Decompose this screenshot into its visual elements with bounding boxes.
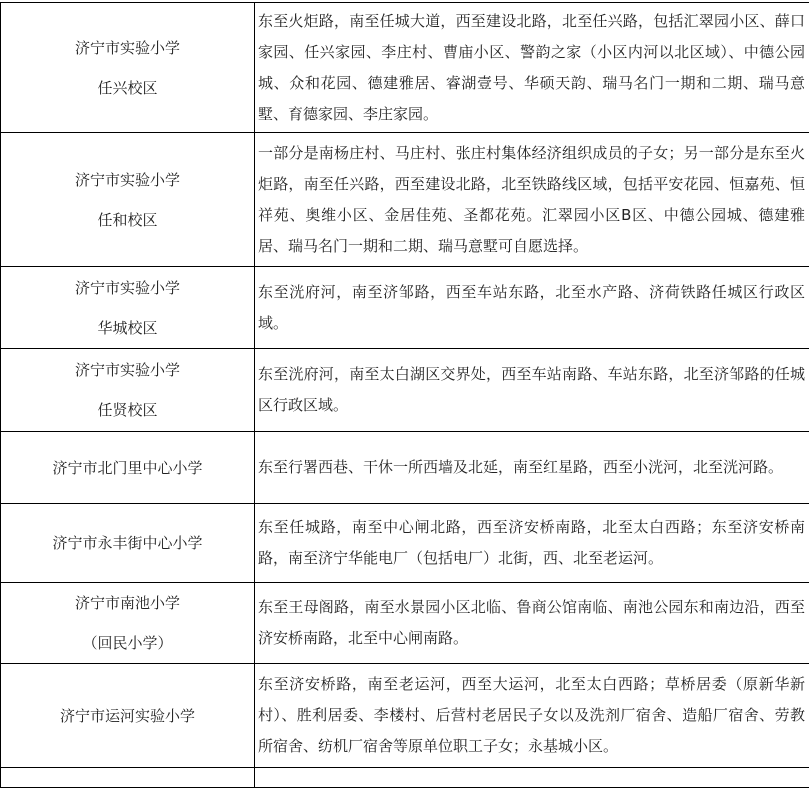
campus-name: 任贤校区 (5, 390, 250, 430)
table-row (1, 349, 809, 432)
enrollment-area-cell: 一部分是南杨庄村、马庄村、张庄村集体经济组织成员的子女；另一部分是东至火炬路，南至任兴路，西至建设北路，北至铁路线区域，包括平安花园、恒嘉苑、恒祥苑、奥维小区、金居佳苑、圣都花苑。汇翠园小区B区、中德公园城、德建雅居、瑞马名门一期和二期、瑞马意墅可自愿选择。 (255, 133, 809, 267)
table-row (1, 432, 809, 504)
table-row-partial (1, 768, 809, 788)
table-row (1, 583, 809, 664)
enrollment-area-cell: 东至洸府河，南至济邹路，西至车站东路，北至水产路、济荷铁路任城区行政区域。 (255, 267, 809, 349)
enrollment-area-cell: 东至火炬路，南至任城大道，西至建设北路，北至任兴路，包括汇翠园小区、薛口家园、任兴家园、李庄村、曹庙小区、警韵之家（小区内河以北区域）、中德公园城、众和花园、德建雅居、睿湖壹号、华硕天韵、瑞马名门一期和二期、瑞马意墅、育德家园、李庄家园。 (255, 3, 809, 133)
school-name-cell (1, 583, 255, 664)
enrollment-area-cell: 东至洸府河，南至太白湖区交界处，西至车站南路、车站东路，北至济邹路的任城区行政区域。 (255, 349, 809, 432)
school-name-cell (1, 664, 255, 768)
school-name-cell (1, 349, 255, 432)
school-name-cell (1, 267, 255, 349)
enrollment-area-cell: 东至任城路，南至中心闸北路，西至济安桥南路，北至太白西路；东至济安桥南路，南至济宁华能电厂（包括电厂）北街，西、北至老运河。 (255, 504, 809, 583)
campus-name: 华城校区 (5, 308, 250, 348)
school-name-cell (1, 133, 255, 267)
school-name: 济宁市北门里中心小学 (5, 448, 250, 488)
table-row (1, 3, 809, 133)
table-row (1, 133, 809, 267)
school-name: 济宁市南池小学 (5, 583, 250, 623)
table-row (1, 504, 809, 583)
enrollment-area-cell: 东至行署西巷、干休一所西墙及北延，南至红星路，西至小洸河，北至洸河路。 (255, 432, 809, 504)
school-name-cell (1, 3, 255, 133)
school-name: 济宁市实验小学 (5, 160, 250, 200)
school-name: 济宁市运河实验小学 (5, 696, 250, 736)
school-name: 济宁市实验小学 (5, 268, 250, 308)
school-name: 济宁市永丰街中心小学 (5, 523, 250, 563)
school-name-cell (1, 432, 255, 504)
school-district-table (0, 2, 809, 788)
school-name: 济宁市实验小学 (5, 350, 250, 390)
campus-name: 任和校区 (5, 200, 250, 240)
campus-name: 任兴校区 (5, 68, 250, 108)
enrollment-area-cell: 东至王母阁路，南至水景园小区北临、鲁商公馆南临、南池公园东和南边沿，西至济安桥南路，北至中心闸南路。 (255, 583, 809, 664)
campus-name: （回民小学） (5, 623, 250, 663)
table-row (1, 267, 809, 349)
school-name-cell (1, 768, 255, 788)
enrollment-area-cell (255, 768, 809, 788)
school-name: 济宁市实验小学 (5, 28, 250, 68)
table-row (1, 664, 809, 768)
enrollment-area-cell: 东至济安桥路，南至老运河，西至大运河，北至太白西路；草桥居委（原新华新村）、胜利居委、李楼村、后营村老居民子女以及洗剂厂宿舍、造船厂宿舍、劳教所宿舍、纺机厂宿舍等原单位职工子女；永基城小区。 (255, 664, 809, 768)
school-name-cell (1, 504, 255, 583)
